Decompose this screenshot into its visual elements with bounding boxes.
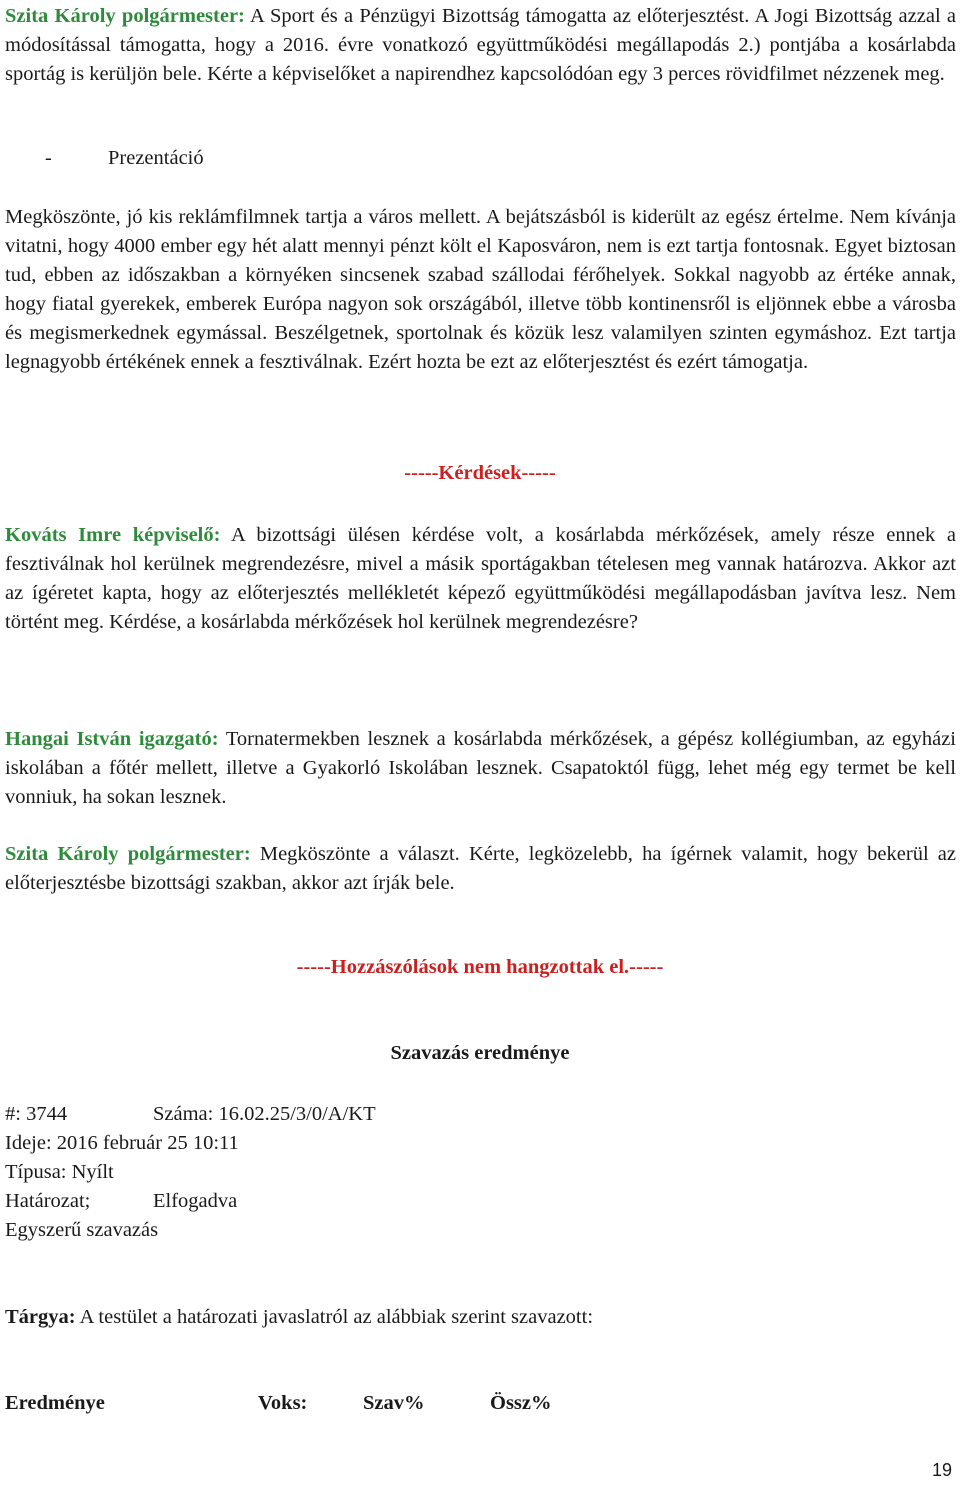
vote-number-line <box>5 1100 376 1129</box>
page-number: 19 <box>931 1460 952 1480</box>
vote-decision-label: Határozat; <box>5 1190 91 1212</box>
paragraph-text: A Sport és a Pénzügyi Bizottság támogatta az előterjesztést. A Jogi Bizottság azzal a módosítással támogatta, hogy a 2016. évre vonatkozó együttműködési megállapodás 2.) pontjába a kosárlabda sportág is kerüljön bele. Kérte a képviselőket a napirendhez kapcsolódóan egy 3 perces rövidfilmet nézzenek meg. <box>5 5 957 85</box>
paragraph-mayor-response <box>5 840 956 898</box>
header-vote-percent: Szav% <box>363 1392 425 1414</box>
vote-number: #: 3744 <box>5 1103 68 1125</box>
paragraph-hangai-answer <box>5 725 956 812</box>
paragraph-text: Tornatermekben lesznek a kosárlabda mérkőzések, a gépész kollégiumban, az egyházi iskolában a főtér mellett, illetve a Gyakorló Iskolában lesznek. Csapatoktól függ, lehet még egy termet be kell vonniuk, ha sokan lesznek. <box>5 728 956 808</box>
vote-decision-line <box>5 1187 238 1216</box>
questions-heading: -----Kérdések----- <box>404 462 556 484</box>
paragraph-mayor-intro <box>5 2 956 89</box>
speaker-name: Szita Károly polgármester: <box>5 5 245 27</box>
presentation-label: Prezentáció <box>108 147 204 169</box>
header-result: Eredménye <box>5 1392 105 1414</box>
speaker-name: Szita Károly polgármester: <box>5 843 251 865</box>
speaker-name: Kováts Imre képviselő: <box>5 524 221 546</box>
list-dash: - <box>45 147 52 169</box>
speaker-name: Hangai István igazgató: <box>5 728 219 750</box>
vote-time: Ideje: 2016 február 25 10:11 <box>5 1132 239 1154</box>
subject-text: A testület a határozati javaslatról az alábbiak szerint szavazott: <box>75 1306 594 1328</box>
paragraph-text: A bizottsági ülésen kérdése volt, a kosárlabda mérkőzések, amely része ennek a fesztiválnak hol kerülnek megrendezésre, mivel a másik sportágakban tételesen meg vannak határozva. Akkor azt az ígéretet kapta, hogy az előterjesztés mellékletét képező együttműködési megállapodásban javítva lesz. Nem történt meg. Kérdése, a kosárlabda mérkőzések hol kerülnek megrendezésre? <box>5 524 956 633</box>
vote-title-text: Szavazás eredménye <box>390 1042 570 1064</box>
vote-decision-value: Elfogadva <box>153 1190 238 1212</box>
vote-type: Típusa: Nyílt <box>5 1161 114 1183</box>
vote-mode: Egyszerű szavazás <box>5 1219 159 1241</box>
presentation-item <box>45 144 204 173</box>
header-total-percent: Össz% <box>490 1392 552 1414</box>
vote-reference: Száma: 16.02.25/3/0/A/KT <box>153 1103 376 1125</box>
subject-label: Tárgya: <box>5 1306 76 1328</box>
header-votes: Voks: <box>258 1392 308 1414</box>
paragraph-text: Megköszönte a választ. Kérte, legközelebb, ha ígérnek valamit, hogy bekerül az előterjesztésbe bizottsági szakban, akkor azt írják bele. <box>5 843 957 894</box>
result-table-header <box>5 1389 552 1418</box>
vote-result-title <box>0 1042 960 1065</box>
paragraph-mayor-thanks: Megköszönte, jó kis reklámfilmnek tartja a város mellett. A bejátszásból is kiderült az egész értelme. Nem kívánja vitatni, hogy 4000 ember egy hét alatt mennyi pénzt költ el Kaposváron, nem is ezt tartja fontosnak. Egyet biztosan tud, ebben az időszakban a környéken sincsenek szabad szállodai férőhelyek. Sokkal nagyobb az értéke annak, hogy fiatal gyerekek, emberek Európa nagyon sok országából, illetve több kontinensről is eljönnek ebbe a városba és megismerkednek egymással. Beszélgetnek, sportolnak és közük lesz valamilyen szinten egymáshoz. Ezt tartja legnagyobb értékének ennek a fesztiválnak. Ezért hozta be ezt az előterjesztést és ezért támogatja. <box>5 206 956 373</box>
paragraph-kovats-question <box>5 521 956 637</box>
comments-heading: -----Hozzászólások nem hangzottak el.----- <box>296 956 664 978</box>
vote-subject <box>5 1303 593 1332</box>
